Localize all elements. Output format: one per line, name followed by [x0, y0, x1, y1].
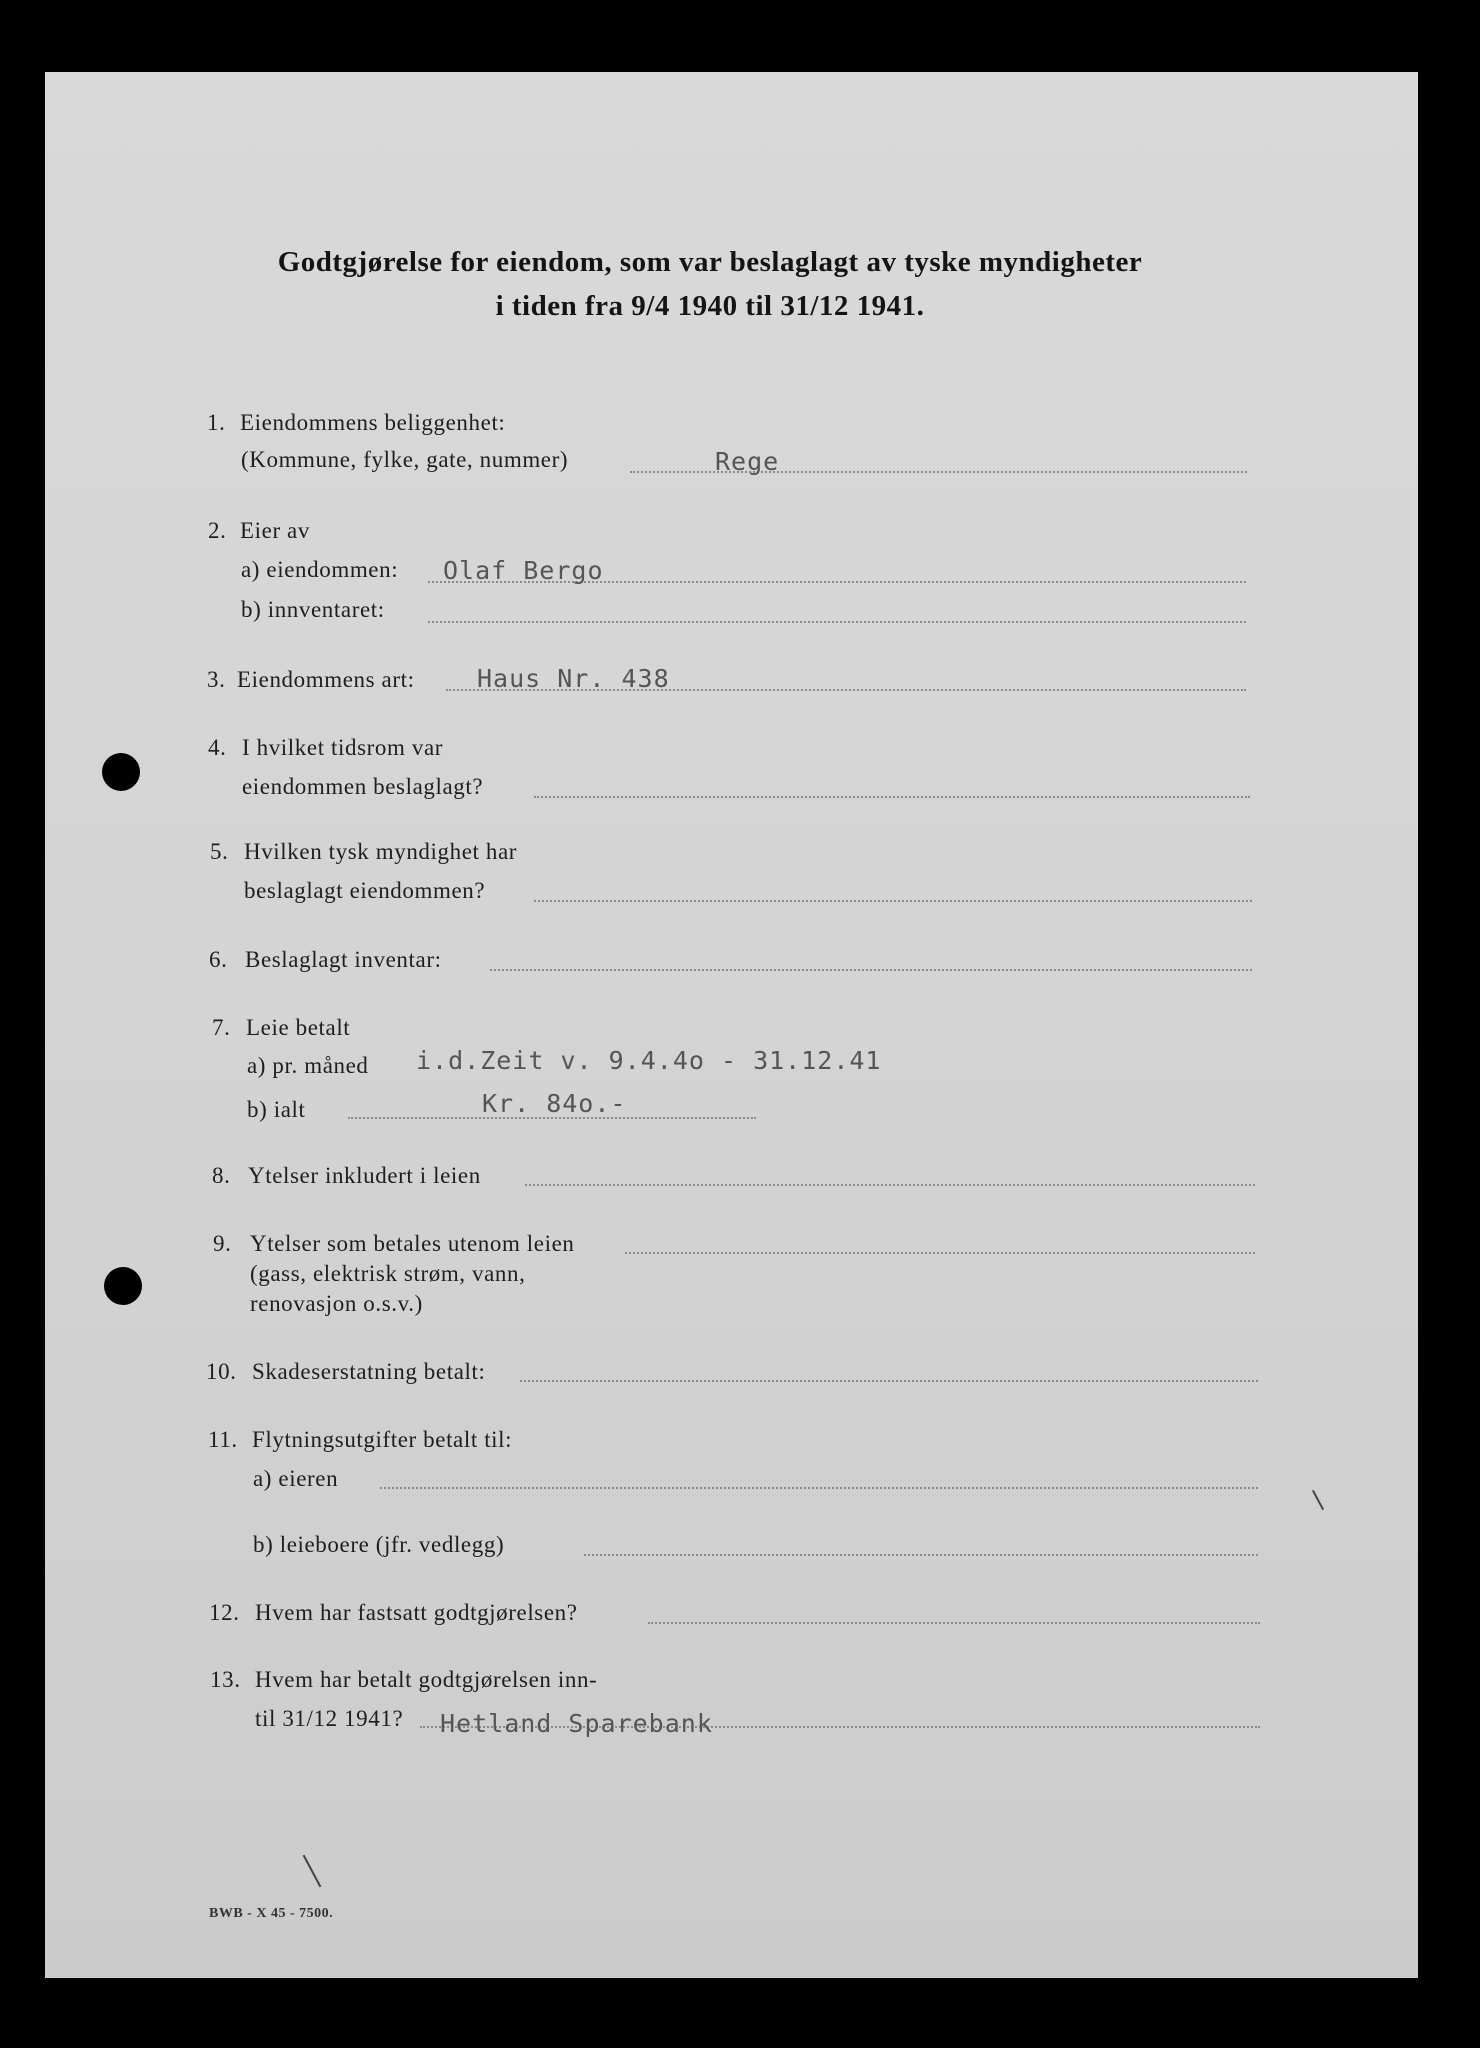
form-title	[0, 240, 1420, 328]
q4-answer-line	[534, 796, 1250, 798]
q2b-label: b) innventaret:	[241, 597, 385, 622]
q13-answer: Hetland Sparebank	[440, 1709, 713, 1738]
q4-number: 4.	[208, 735, 227, 760]
q8-label: Ytelser inkludert i leien	[248, 1163, 481, 1188]
q13-sublabel: til 31/12 1941?	[255, 1706, 404, 1731]
q12-label: Hvem har fastsatt godtgjørelsen?	[255, 1600, 578, 1625]
q6-answer-line	[490, 969, 1252, 971]
q12-answer-line	[648, 1622, 1260, 1624]
q7-number: 7.	[212, 1015, 231, 1040]
q1-number: 1.	[207, 410, 226, 435]
q5-answer-line	[534, 900, 1252, 902]
q11b-label: b) leieboere (jfr. vedlegg)	[253, 1532, 505, 1557]
q9-label: Ytelser som betales utenom leien	[250, 1231, 575, 1256]
q5-label: Hvilken tysk myndighet har	[244, 839, 518, 864]
q2a-answer: Olaf Bergo	[443, 556, 604, 585]
q8-answer-line	[525, 1184, 1255, 1186]
q2a-label: a) eiendommen:	[241, 557, 399, 582]
q5-sublabel: beslaglagt eiendommen?	[244, 878, 486, 903]
q2-label: Eier av	[240, 518, 310, 543]
q7b-answer: Kr. 84o.-	[482, 1089, 627, 1118]
q3-label: Eiendommens art:	[237, 667, 415, 692]
q4-sublabel: eiendommen beslaglagt?	[242, 774, 484, 799]
q4-label: I hvilket tidsrom var	[242, 735, 444, 760]
q7b-label: b) ialt	[247, 1097, 306, 1122]
q10-answer-line	[520, 1380, 1258, 1382]
q7a-label: a) pr. måned	[247, 1053, 369, 1078]
q6-number: 6.	[209, 947, 228, 972]
print-code: BWB - X 45 - 7500.	[209, 1906, 334, 1921]
q9-answer-line	[625, 1252, 1255, 1254]
q9-sublabel-1: (gass, elektrisk strøm, vann,	[250, 1261, 526, 1286]
q11-number: 11.	[208, 1427, 238, 1452]
punch-hole-top	[102, 753, 140, 791]
q3-number: 3.	[207, 667, 226, 692]
title-line-1: Godtgjørelse for eiendom, som var beslaglagt av tyske myndigheter	[277, 246, 1143, 278]
q11a-answer-line	[380, 1487, 1258, 1489]
q11a-label: a) eieren	[253, 1466, 339, 1491]
q9-sublabel-2: renovasjon o.s.v.)	[250, 1291, 423, 1316]
q6-label: Beslaglagt inventar:	[245, 947, 442, 972]
q7-label: Leie betalt	[246, 1015, 351, 1040]
q8-number: 8.	[212, 1163, 231, 1188]
q12-number: 12.	[209, 1600, 240, 1625]
q1-sublabel: (Kommune, fylke, gate, nummer)	[241, 447, 569, 472]
q11-label: Flytningsutgifter betalt til:	[252, 1427, 513, 1452]
q5-number: 5.	[210, 839, 229, 864]
q10-label: Skadeserstatning betalt:	[252, 1359, 486, 1384]
q13-number: 13.	[210, 1667, 241, 1692]
q10-number: 10.	[206, 1359, 237, 1384]
q2-number: 2.	[208, 518, 227, 543]
q11b-answer-line	[584, 1554, 1258, 1556]
title-line-2: i tiden fra 9/4 1940 til 31/12 1941.	[495, 290, 925, 322]
q1-label: Eiendommens beliggenhet:	[240, 410, 506, 435]
q1-answer: Rege	[715, 447, 780, 476]
q13-label: Hvem har betalt godtgjørelsen inn-	[255, 1667, 598, 1692]
q2b-answer-line	[428, 621, 1246, 623]
q7a-answer: i.d.Zeit v. 9.4.4o - 31.12.41	[416, 1046, 882, 1075]
q9-number: 9.	[213, 1231, 232, 1256]
q3-answer: Haus Nr. 438	[477, 664, 670, 693]
punch-hole-bottom	[104, 1267, 142, 1305]
